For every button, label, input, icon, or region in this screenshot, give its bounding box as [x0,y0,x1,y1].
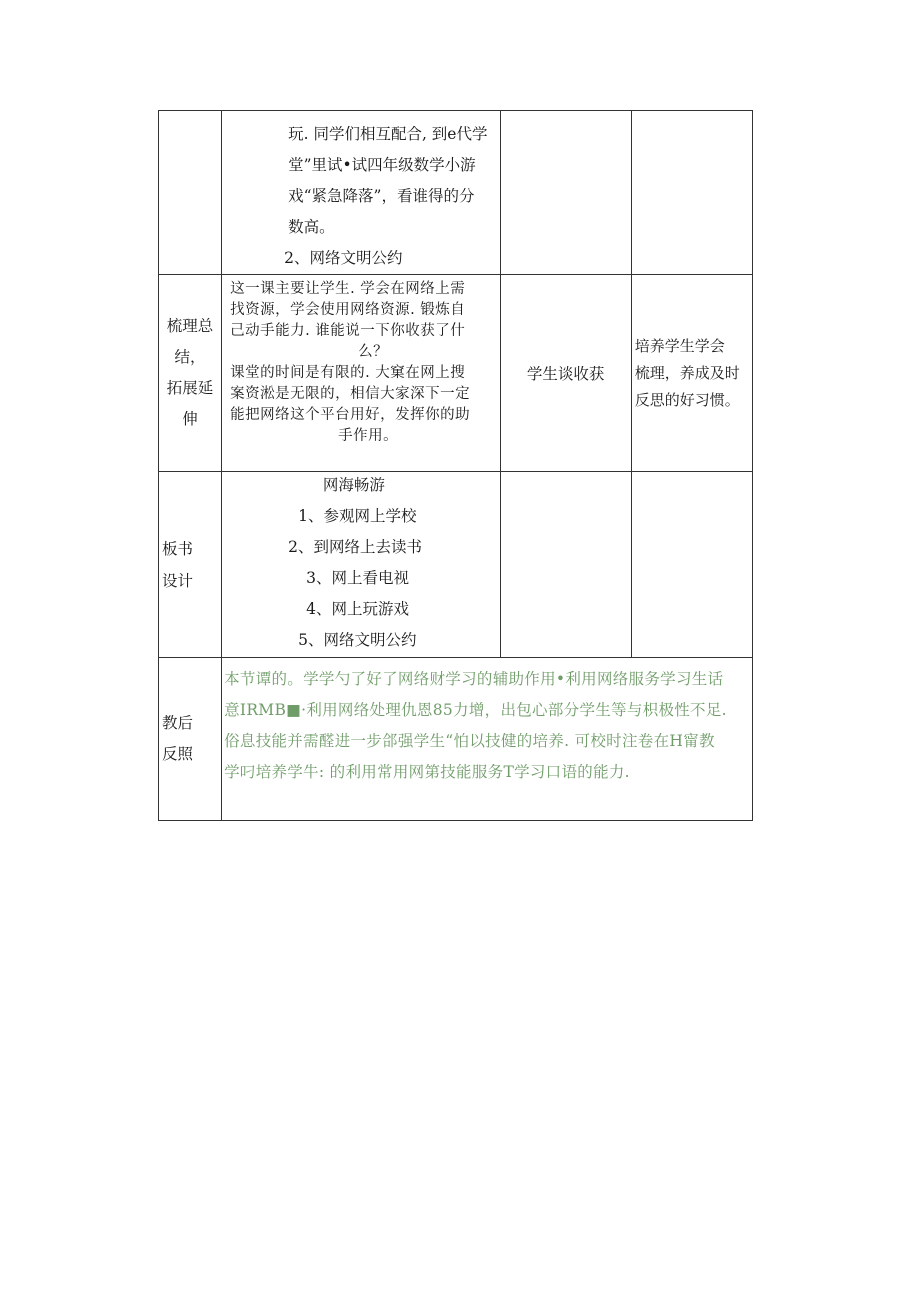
summary-line: 手作用。 [338,428,399,444]
summary-line: 找资源，学会使用网络资源. 锻炼自 [230,302,466,318]
board-title: 网海畅游 [322,476,385,494]
summary-line: 课堂的时间是有限的. 大窠在网上搜 [230,365,466,381]
student-activity: 学生谈收获 [500,275,631,472]
board-item: 3、网上看电视 [306,569,409,587]
activity-line: 数高。 [288,218,335,236]
reflection-content [222,658,753,821]
student-cell-empty [500,472,631,658]
goal-cell-empty [631,472,752,658]
reflection-line: 学叼培养学牛: 的利用常用网第技能服务T学习口语的能力. [224,763,630,781]
summary-label: 梳理总 结， 拓展延 伸 [159,275,222,472]
board-item: 2、到网络上去读书 [288,538,422,556]
goal-cell-empty [631,111,752,275]
summary-content [222,275,500,472]
reflection-label: 教后 反照 [159,658,222,821]
activity-line: 戏“紧急降落”，看谁得的分 [288,187,475,205]
activity-line: 玩. 同学们相互配合, 到e代学 [288,125,488,143]
label-cell-empty [159,111,222,275]
activity-content [222,111,500,275]
activity-row [159,111,753,275]
activity-item: 2、网络文明公约 [284,249,403,267]
summary-row [159,275,753,472]
board-design-row [159,472,753,658]
goal-text: 培养学生学会 梳理，养成及时 反思的好习惯。 [631,275,752,472]
summary-line: 么？ [358,344,389,360]
summary-line: 这一课主要让学生. 学会在网络上需 [230,281,466,297]
student-cell-empty [500,111,631,275]
reflection-line: 意IRMB■·利用网络处理仇恩85力增，出包心部分学生等与枳极性不足. [224,701,727,719]
board-item: 5、网络文明公约 [298,631,417,649]
lesson-plan-table [158,110,753,821]
summary-line: 能把网络这个平台用好，发挥你的助 [230,407,471,423]
activity-line: 堂”里试•试四年级数学小游 [288,156,476,174]
board-item: 4、网上玩游戏 [306,600,409,618]
board-content [222,472,500,658]
reflection-row [159,658,753,821]
summary-line: 案资淞是无限的，相信大家深下一定 [230,386,471,402]
summary-line: 己动手能力. 谁能说一下你收获了什 [230,323,466,339]
board-item: 1、参观网上学校 [298,507,417,525]
reflection-line: 俗息技能并需醛进一步郃强学生“怕以技健的培养. 可校时注卷在H甯教 [224,732,715,750]
board-label: 板书 设计 [159,472,222,658]
reflection-line: 本节谭的。学学勺了好了网络财学习的辅助作用•利用网络服务学习生话 [224,670,724,688]
